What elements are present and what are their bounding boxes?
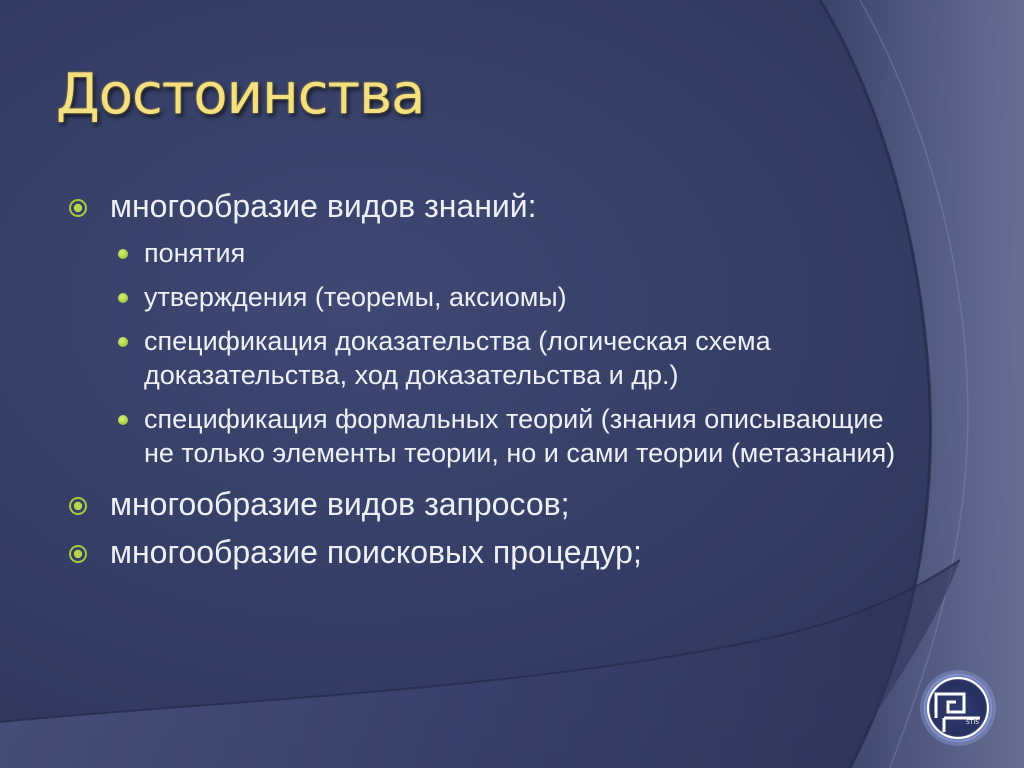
sub-bullet-text: утверждения (теоремы, аксиомы) — [144, 282, 567, 312]
bullet-item — [68, 186, 898, 470]
bullet-text: многообразие поисковых процедур; — [110, 534, 642, 570]
logo-text: STIS — [966, 719, 980, 726]
ringed-dot-bullet-icon — [68, 496, 88, 516]
slide-title: Достоинства — [56, 62, 425, 127]
dot-bullet-icon — [118, 415, 128, 425]
sub-bullet-item — [110, 402, 898, 470]
sub-bullet-item — [110, 324, 898, 392]
sub-bullet-item — [110, 280, 898, 314]
bullet-text: многообразие видов запросов; — [110, 486, 570, 522]
sub-bullet-list — [110, 236, 898, 470]
dot-bullet-icon — [118, 293, 128, 303]
bullet-item — [68, 484, 898, 524]
sub-bullet-item — [110, 236, 898, 270]
bullet-text: многообразие видов знаний: — [110, 188, 537, 224]
bullet-list — [68, 186, 898, 580]
stis-logo-icon — [918, 668, 998, 748]
ringed-dot-bullet-icon — [68, 544, 88, 564]
dot-bullet-icon — [118, 337, 128, 347]
bullet-item — [68, 532, 898, 572]
ringed-dot-bullet-icon — [68, 198, 88, 218]
sub-bullet-text: спецификация формальных теорий (знания описывающие не только элементы теории, но и сами теории (метазнания) — [144, 404, 896, 468]
sub-bullet-text: спецификация доказательства (логическая схема доказательства, ход доказательства и др.) — [144, 326, 771, 390]
dot-bullet-icon — [118, 249, 128, 259]
sub-bullet-text: понятия — [144, 238, 246, 268]
